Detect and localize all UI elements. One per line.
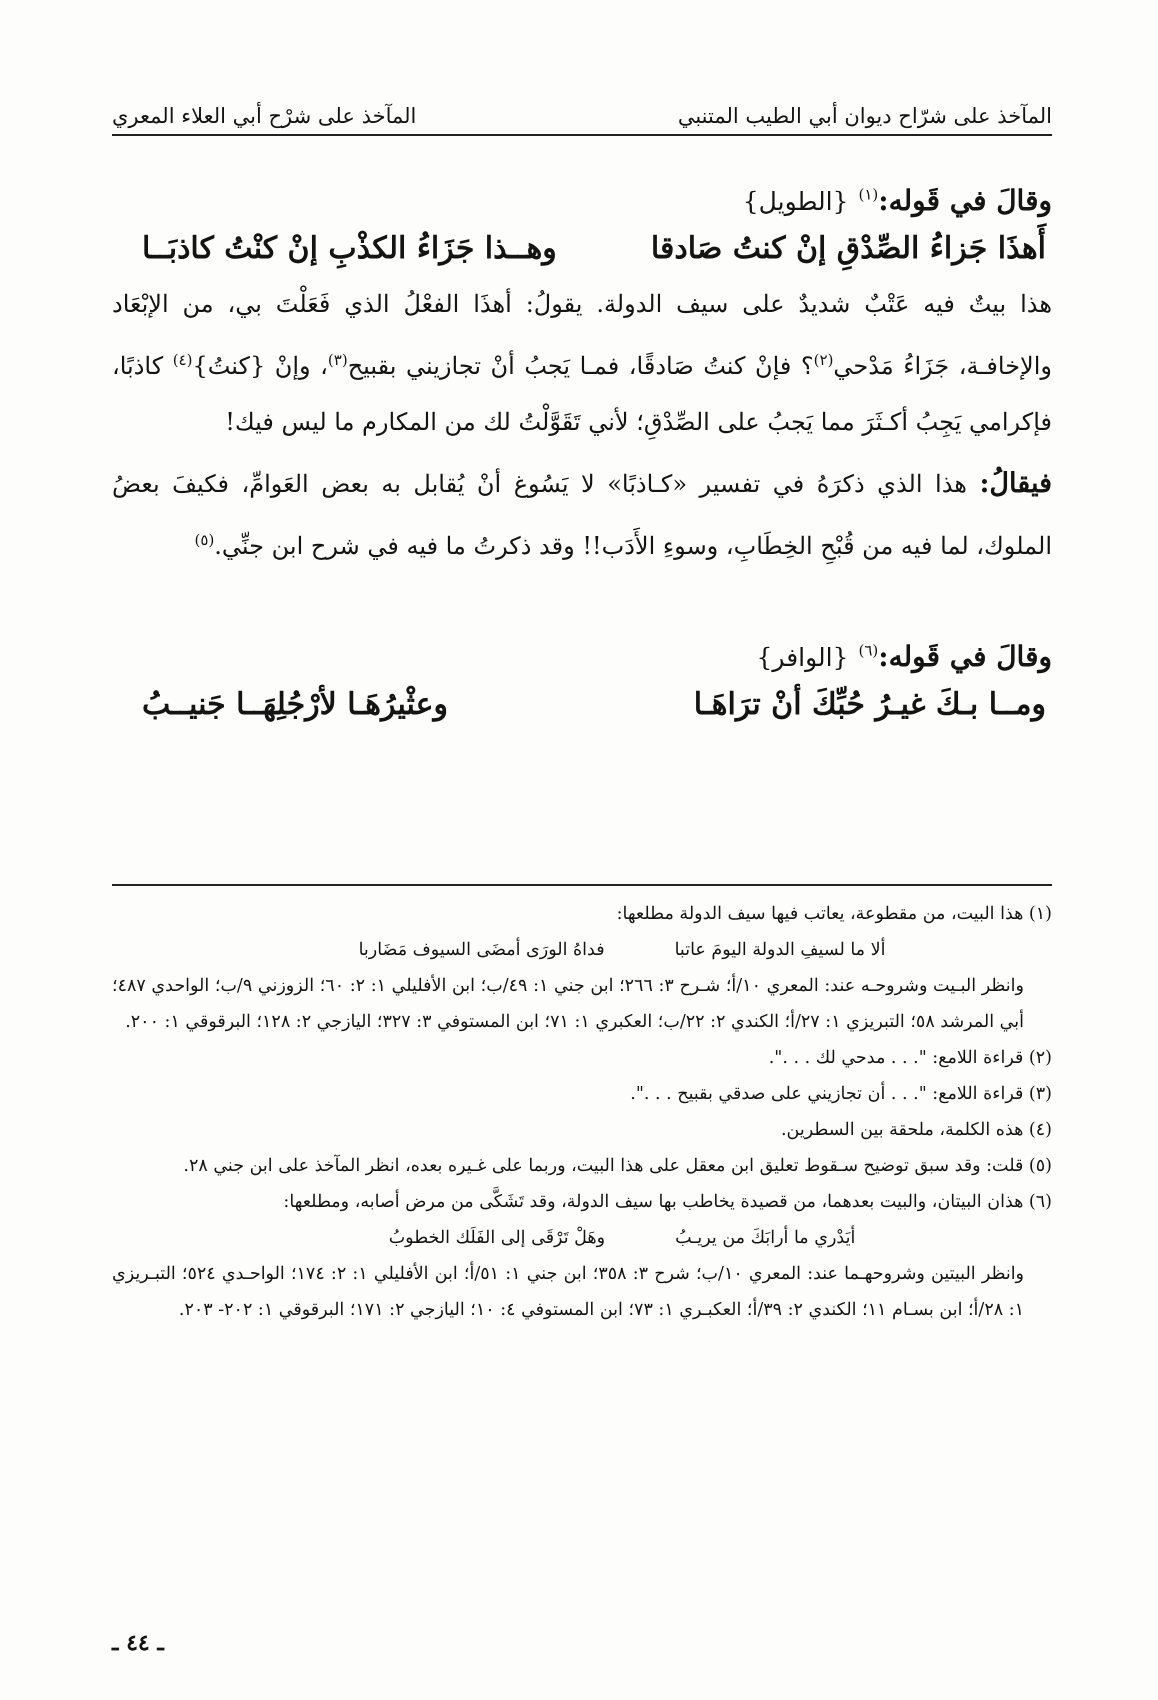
verse-first-hemistich: ألا ما لسيفِ الدولة اليومَ عاتبا — [674, 940, 886, 960]
verse-first-hemistich: ومــا بـكَ غيـرُ حُبِّكَ أنْ ترَاهَـا — [693, 687, 1046, 722]
commentary-paragraph — [112, 276, 1052, 450]
footnote-6-references: وانظر البيتين وشروحهـما عند: المعري ١٠/ب؛ شرح ٣: ٣٥٨؛ ابن جني ١: ٥١/أ؛ ابن الأفليلي ١: ٢: ١٧٤؛ الواحـدي ٥٢٤؛ التبـريزي ١: ٢٨/أ؛ ابن بسـام ١١؛ الكندي ٢: ٣٩/أ؛ العكبـري ١: ٧٣؛ ابن المستوفي ٤: ١٠؛ اليازجي ٢: ١٧١؛ البرقوقي ١: ٢٠٢- ٢٠٣. — [112, 1264, 1025, 1320]
footnote-marker[interactable]: (٦) — [858, 641, 879, 660]
footnote-2: (٢) قراءة اللامع: ". . . مدحي لك . . .". — [768, 1048, 1052, 1068]
section-spacer — [112, 580, 1052, 640]
verse-1 — [112, 231, 1052, 266]
intro-text: وقالَ في قَوله: — [878, 640, 1052, 673]
main-text — [112, 184, 1052, 732]
paragraph-text: كاذبًا، فإكرامي يَجِبُ أكـثَرَ مما يَجبُ على الصِّدْقِ؛ لأني تَقَوَّلْتُ لك من المكارم ما ليس فيك! — [112, 352, 1052, 436]
footnote-6-verse — [112, 1220, 1052, 1256]
paragraph-text: هذا الذي ذكرَهُ في تفسير «كـاذبًا» لا يَسُوغ أنْ يُقابل به بعض العَوامِّ، فكيفَ بعضُ الملوك، لما فيه من قُبْحِ الخِطَابِ، وسوءِ الأَدَب!! وقد ذكرتُ ما فيه في شرح ابن جنِّي. — [112, 470, 1052, 560]
footnote-marker[interactable]: (٢) — [813, 351, 834, 369]
footnote-6: (٦) هذان البيتان، والبيت بعدهما، من قصيدة يخاطب بها سيف الدولة، وقد تَشَكَّى من مرض أصابه، ومطلعها: — [283, 1192, 1052, 1212]
footnote-divider — [112, 884, 1052, 886]
footnote-4: (٤) هذه الكلمة، ملحقة بين السطرين. — [780, 1120, 1052, 1140]
running-header — [112, 84, 1052, 136]
verse-2 — [112, 687, 1052, 722]
footnote-3: (٣) قراءة اللامع: ". . . أن تجازيني على صدقي بقبيح . . .". — [630, 1084, 1052, 1104]
intro-text: وقالَ في قَوله: — [878, 184, 1052, 217]
header-book-title: المآخذ على شرّاح ديوان أبي الطيب المتنبي — [677, 104, 1052, 128]
critique-paragraph — [112, 456, 1052, 574]
verse-second-hemistich: فداهُ الورَى أمضَى السيوف مَضَاربا — [358, 940, 605, 960]
verse-intro-2 — [112, 640, 1052, 673]
critique-lead: فيقالُ: — [979, 468, 1052, 499]
verse-second-hemistich: وهــذا جَزَاءُ الكذْبِ إنْ كنْتُ كاذبَــا — [142, 231, 557, 266]
footnotes — [112, 896, 1052, 1328]
meter-label: {الطويل} — [742, 187, 849, 216]
footnote-marker[interactable]: (٥) — [194, 531, 215, 549]
verse-first-hemistich: أيَدْري ما أرابَكَ من يريـبُ — [675, 1228, 856, 1248]
verse-first-hemistich: أَهذَا جَزاءُ الصِّدْقِ إنْ كنتُ صَادقا — [650, 231, 1046, 266]
meter-label: {الوافر} — [756, 643, 849, 672]
header-chapter-title: المآخذ على شرْح أبي العلاء المعري — [112, 104, 417, 128]
footnote-5: (٥) قلت: وقد سبق توضيح سـقوط تعليق ابن معقل على هذا البيت، وربما على غـيره بعده، انظر المآخذ على ابن جني ٢٨. — [183, 1156, 1052, 1176]
page-number: ـ ٤٤ ـ — [112, 1630, 164, 1656]
footnote-marker[interactable]: (١) — [858, 185, 879, 204]
verse-second-hemistich: وعثْيرُهَـا لأرْجُلِهَــا جَنيــبُ — [142, 687, 448, 722]
footnote-1-verse — [112, 932, 1052, 968]
footnote-marker[interactable]: (٤) — [172, 351, 193, 369]
paragraph-text: ؟ فإنْ كنتُ صَادقًا، فمـا يَجبُ أنْ تجازيني بقبيح — [347, 352, 814, 380]
footnote-1-references: وانظر البـيت وشروحـه عند: المعري ١٠/أ؛ شـرح ٣: ٢٦٦؛ ابن جني ١: ٤٩/ب؛ ابن الأفليلي ١: ٢: ٦٠؛ الزوزني ٩/ب؛ الواحدي ٤٨٧؛ أبي المرشد ٥٨؛ التبريزي ١: ٢٧/أ؛ الكندي ٢: ٢٢/ب؛ العكبري ١: ٧١؛ ابن المستوفي ٣: ٣٢٧؛ اليازجي ٢: ١٢٨؛ البرقوقي ١: ٢٠٠. — [112, 976, 1024, 1032]
paragraph-text: ، وإنْ {كنتُ} — [192, 352, 328, 380]
verse-second-hemistich: وهَلْ تَرْقَى إلى الفَلَك الخطوبُ — [388, 1228, 606, 1248]
footnote-marker[interactable]: (٣) — [327, 351, 348, 369]
book-page — [112, 84, 1052, 1664]
verse-intro-1 — [112, 184, 1052, 217]
paragraph-text: هذا بيتٌ فيه عَتْبٌ شديدٌ على سيف الدولة. يقولُ: أهذَا الفعْلُ الذي فَعَلْتَ بي، من الإبْعَاد والإخافـة، جَزَاءُ مَدْحي — [112, 290, 1053, 380]
footnote-1: (١) هذا البيت، من مقطوعة، يعاتب فيها سيف الدولة مطلعها: — [616, 904, 1052, 924]
